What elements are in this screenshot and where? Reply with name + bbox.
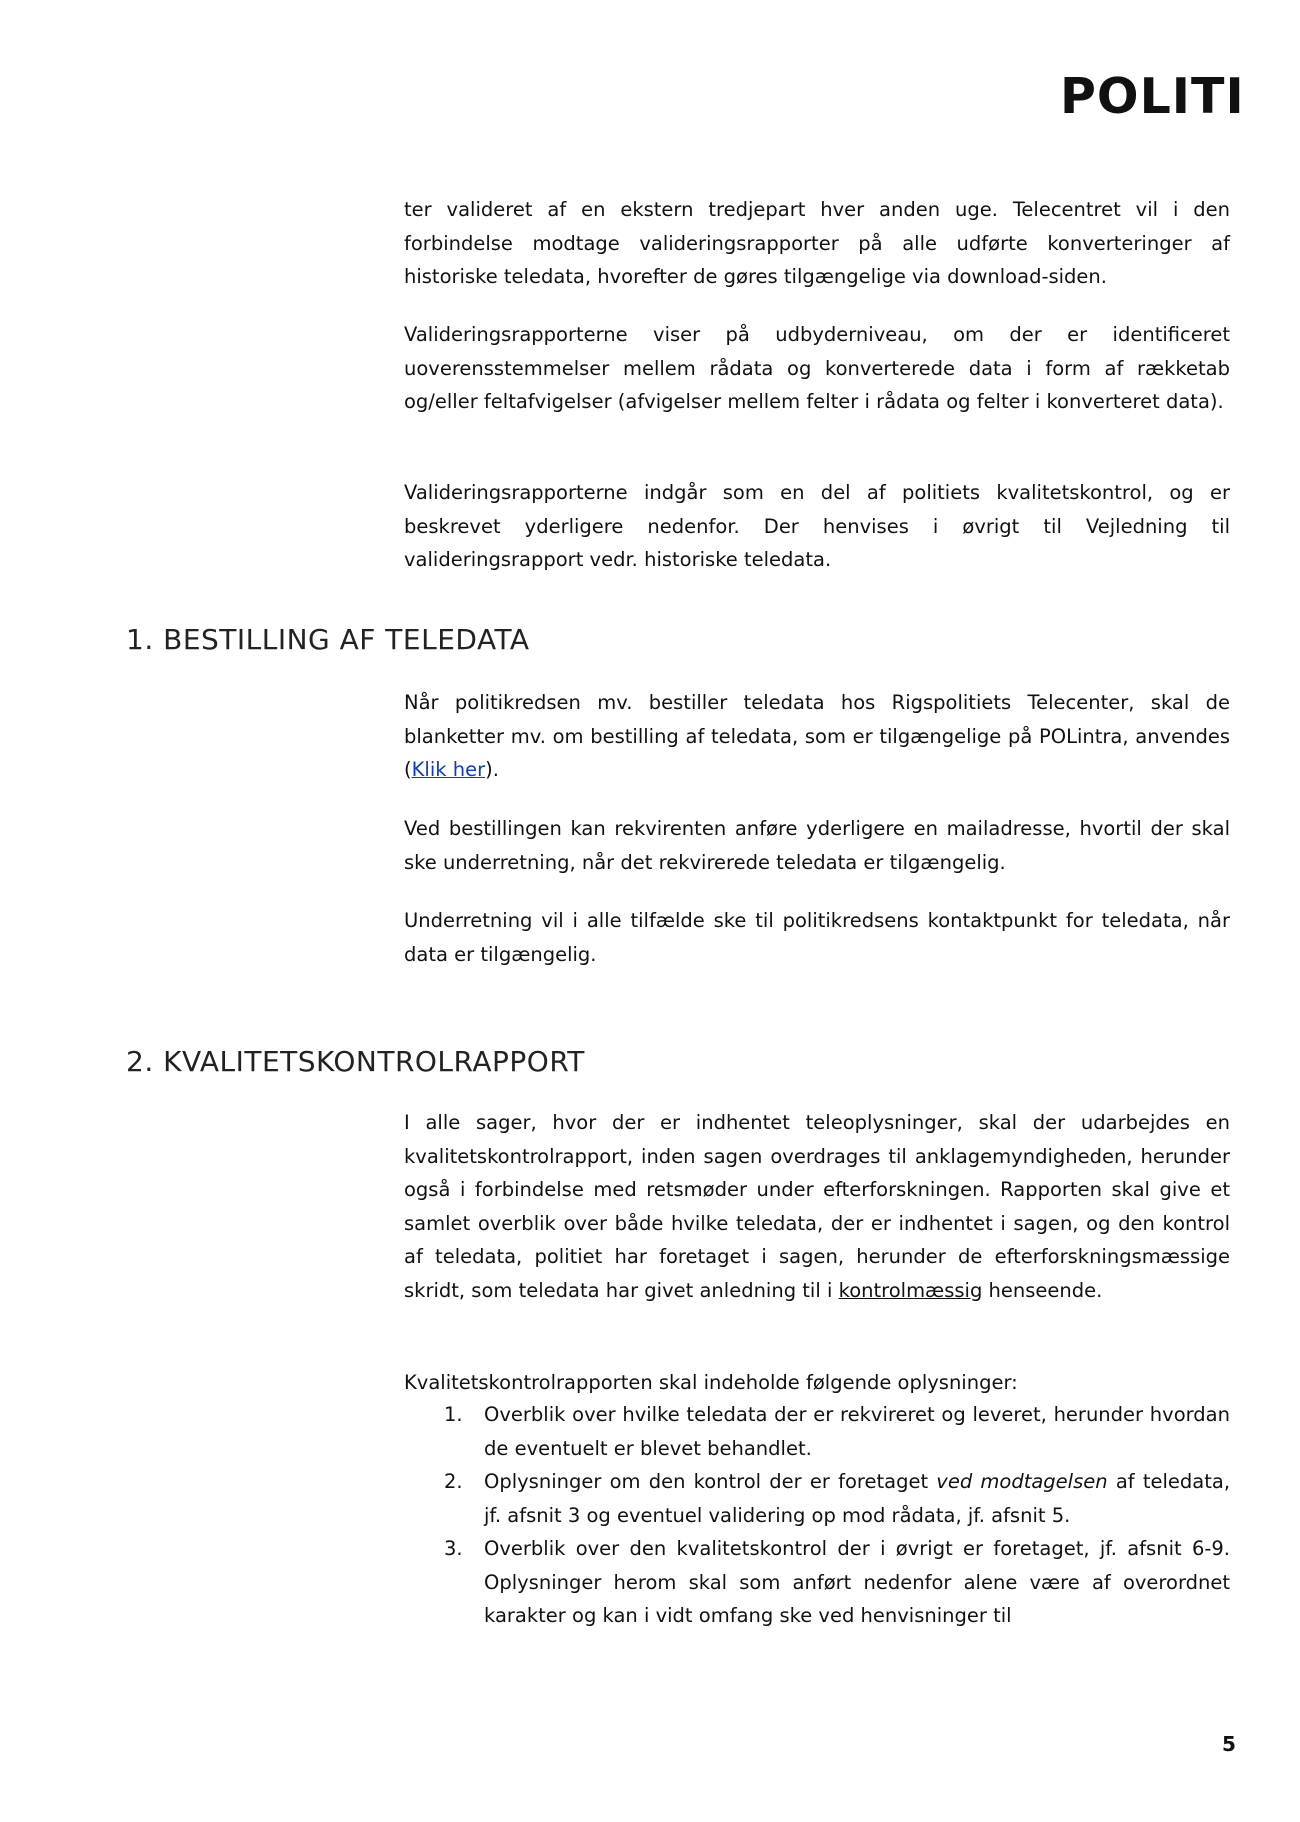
- list-item-number: 2.: [444, 1470, 463, 1493]
- list-item-number: 1.: [444, 1403, 463, 1426]
- section-2-text-1: [404, 1106, 1230, 1307]
- section-1-text-3: Underretning vil i alle tilfælde ske til politikredsens kontaktpunkt for teledata, når data er tilgængelig.: [404, 909, 1230, 966]
- list-item-number: 3.: [444, 1537, 463, 1560]
- list-item-text-before: Oplysninger om den kontrol der er foretaget: [484, 1470, 937, 1493]
- list-item-text-after: af teledata, jf. afsnit 3 og eventuel validering op mod rådata, jf. afsnit 5.: [484, 1470, 1231, 1527]
- section-1-heading: 1. BESTILLING AF TELEDATA: [126, 623, 530, 656]
- list-item: [404, 1398, 1230, 1465]
- politi-logo: POLITI: [1060, 68, 1245, 125]
- section-1-text-1: [404, 686, 1230, 787]
- section-2-text-1-before: I alle sager, hvor der er indhentet teleoplysninger, skal der udarbejdes en kvalitetskontrolrapport, inden sagen overdrages til anklagemyndigheden, herunder også i forbindelse med retsmøder under efterforskningen. Rapporten skal give et samlet overblik over både hvilke teledata, der er indhentet i sagen, og den kontrol af teledata, politiet har foretaget i sagen, herunder de efterforskningsmæssige skridt, som teledata har givet anledning til i: [404, 1111, 1230, 1302]
- page-number: 5: [1222, 1732, 1236, 1756]
- list-item: [404, 1465, 1230, 1532]
- list-item-italic: ved modtagelsen: [936, 1470, 1108, 1493]
- section-2-list-intro: [404, 1366, 1230, 1400]
- intro-paragraph-1: [404, 193, 1230, 294]
- section-2-paragraph-1: [404, 1106, 1230, 1307]
- intro-text-1: ter valideret af en ekstern tredjepart hver anden uge. Telecentret vil i den forbindelse modtage valideringsrapporter på alle udførte konverteringer af historiske teledata, hvorefter de gøres tilgængelige via download-siden.: [404, 198, 1230, 288]
- list-item: [404, 1532, 1230, 1633]
- section-1-paragraph-1: [404, 686, 1230, 787]
- intro-paragraph-3: [404, 476, 1230, 577]
- intro-paragraph-2: [404, 318, 1230, 419]
- section-1-paragraph-3: [404, 904, 1230, 971]
- section-1-text-2: Ved bestillingen kan rekvirenten anføre yderligere en mailadresse, hvortil der skal ske underretning, når det rekvirerede teledata er tilgængelig.: [404, 817, 1230, 874]
- section-1-text-1-after: ).: [485, 758, 499, 781]
- intro-text-3: Valideringsrapporterne indgår som en del af politiets kvalitetskontrol, og er beskrevet yderligere nedenfor. Der henvises i øvrigt til Vejledning til valideringsrapport vedr. historiske teledata.: [404, 481, 1230, 571]
- list-item-text: Overblik over den kvalitetskontrol der i øvrigt er foretaget, jf. afsnit 6-9. Oplysninger herom skal som anført nedenfor alene være af overordnet karakter og kan i vidt omfang ske ved henvisninger til: [484, 1537, 1230, 1627]
- section-2-heading: 2. KVALITETSKONTROLRAPPORT: [126, 1045, 585, 1078]
- section-2-text-1-after: henseende.: [982, 1278, 1103, 1302]
- list-item-text: Overblik over hvilke teledata der er rekvireret og leveret, herunder hvordan de eventuelt er blevet behandlet.: [484, 1403, 1230, 1460]
- list-intro-text: Kvalitetskontrolrapporten skal indeholde følgende oplysninger:: [404, 1371, 1018, 1394]
- requirements-list: [404, 1398, 1230, 1633]
- section-1-paragraph-2: [404, 812, 1230, 879]
- klik-her-link[interactable]: Klik her: [411, 758, 486, 781]
- section-1-text-1-before: Når politikredsen mv. bestiller teledata hos Rigspolitiets Telecenter, skal de blanketter mv. om bestilling af teledata, som er tilgængelige på POLintra, anvendes (: [404, 691, 1230, 781]
- kontrolmaessig-underlined: kontrolmæssig: [838, 1278, 983, 1302]
- intro-text-2: Valideringsrapporterne viser på udbyderniveau, om der er identificeret uoverensstemmelser mellem rådata og konverterede data i form af rækketab og/eller feltafvigelser (afvigelser mellem felter i rådata og felter i konverteret data).: [404, 323, 1230, 413]
